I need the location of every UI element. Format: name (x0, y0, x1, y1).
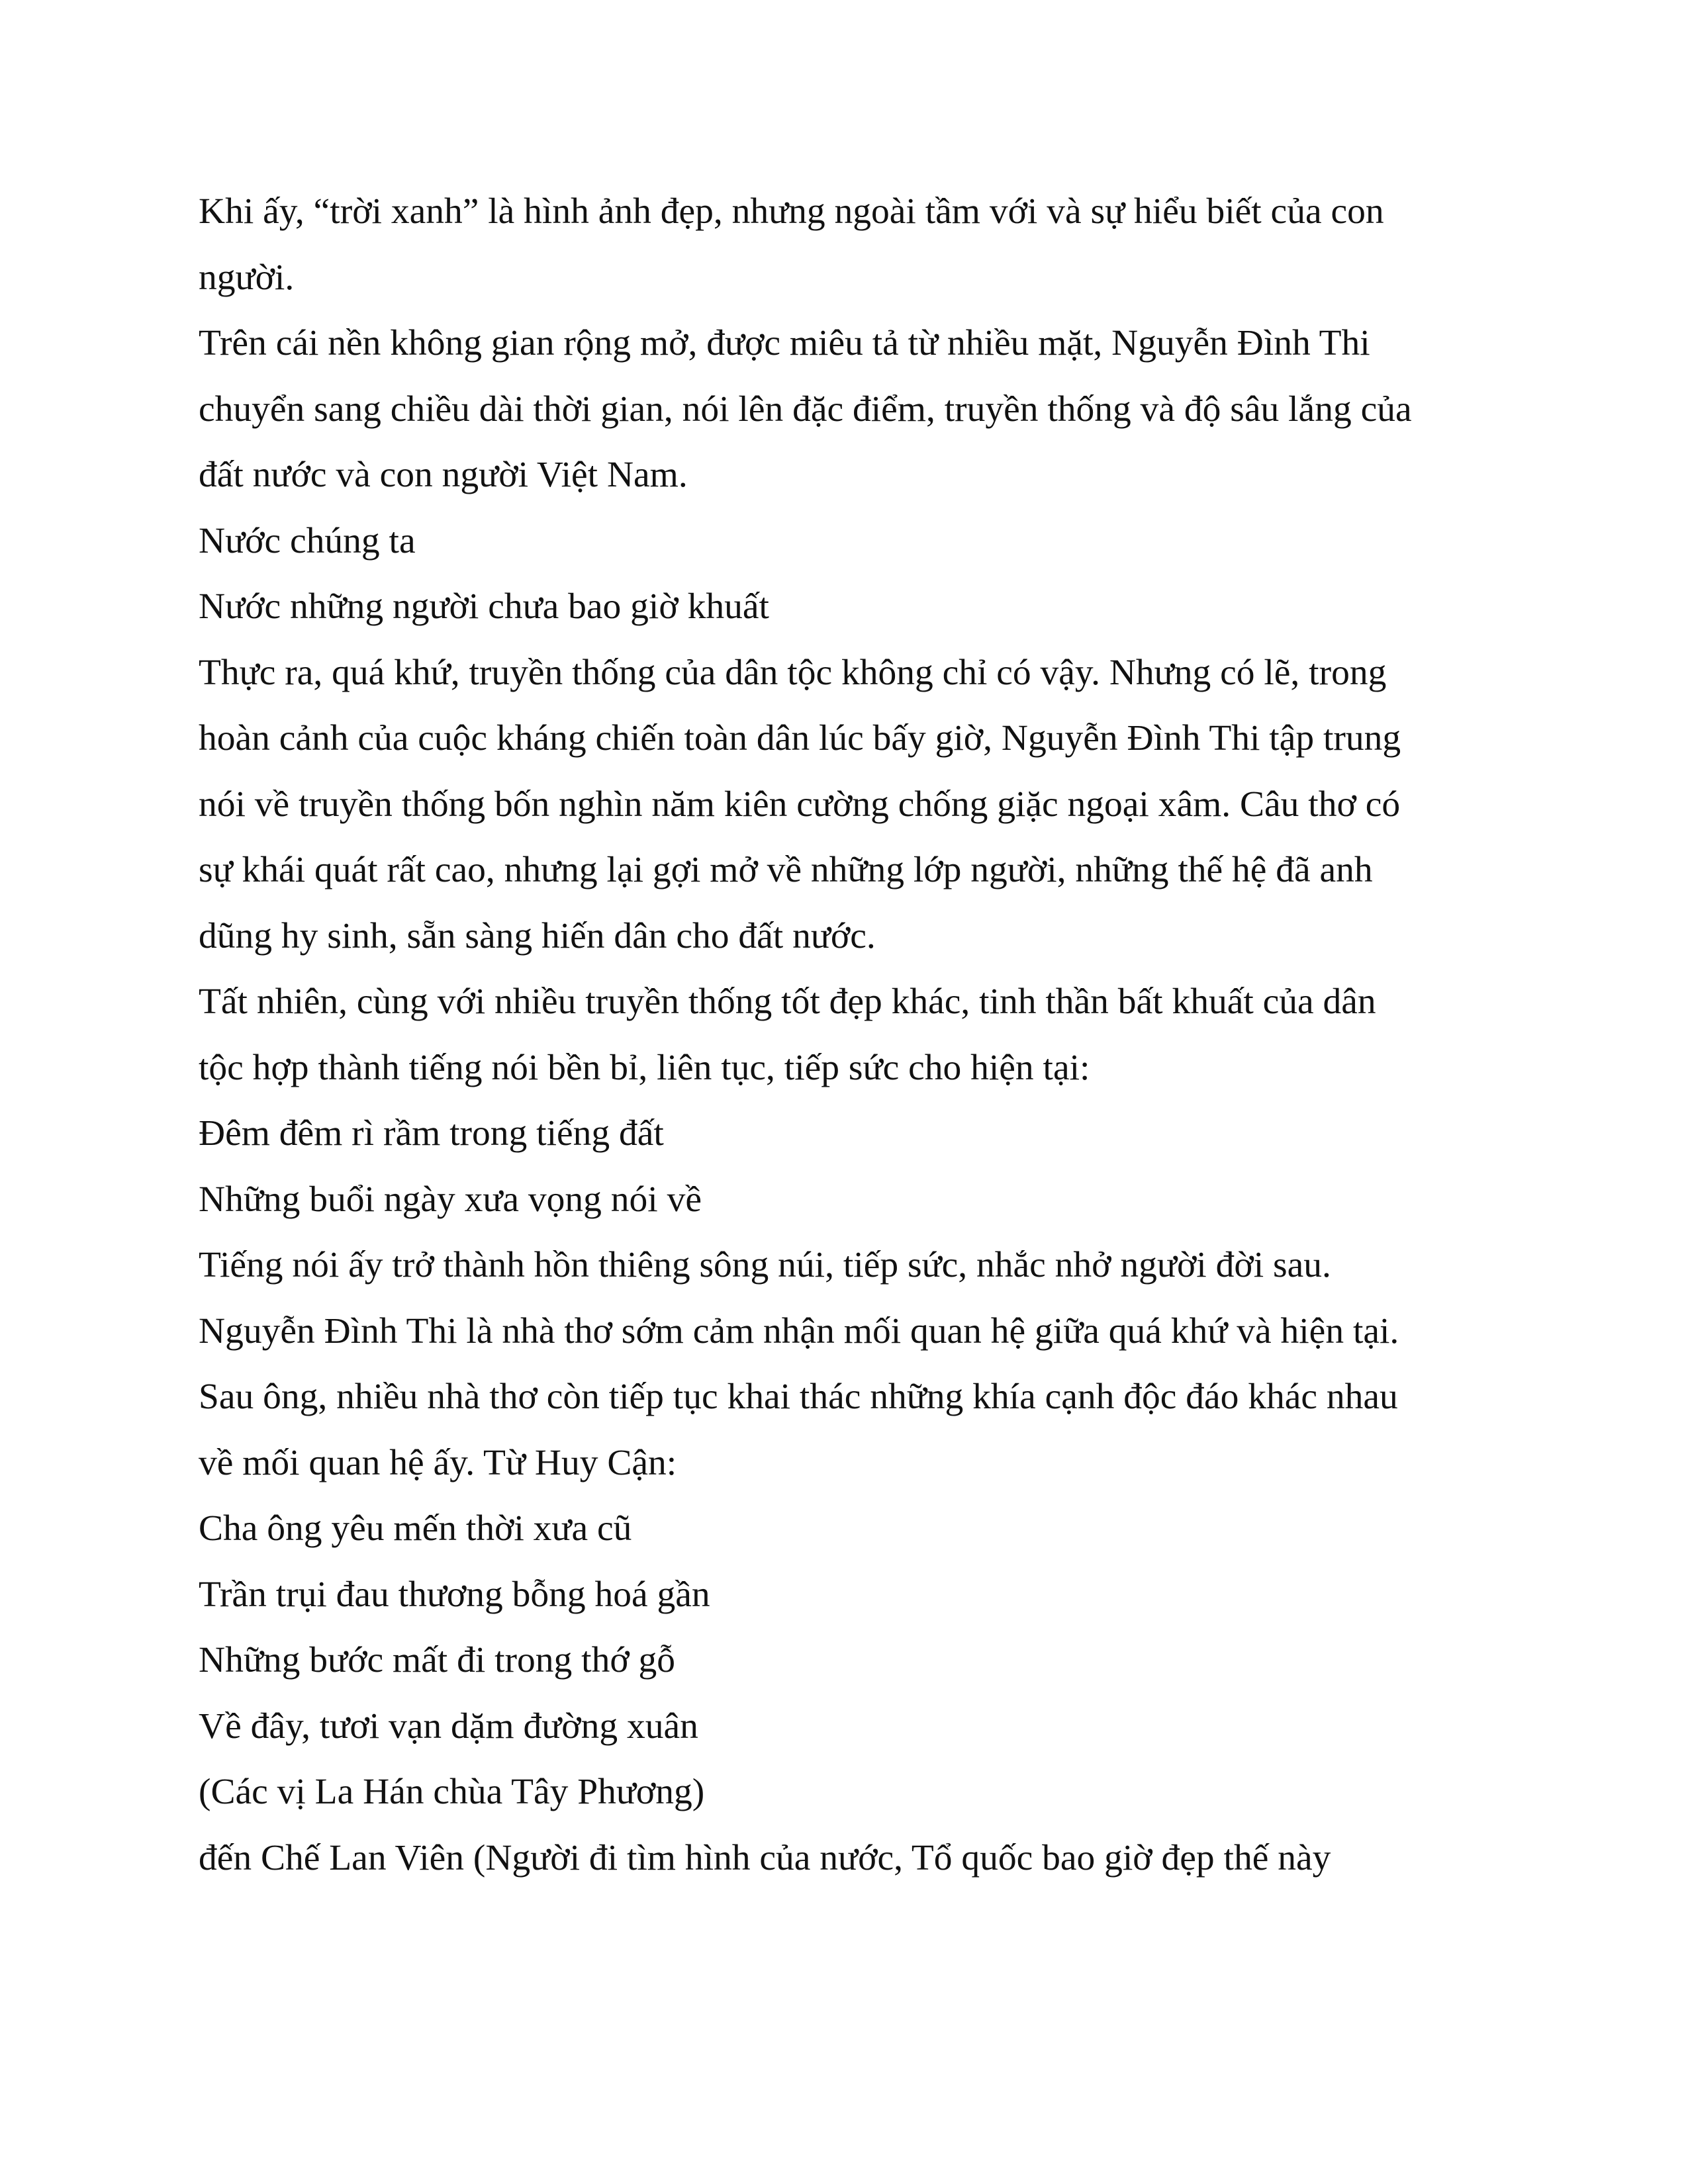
poem-source: (Các vị La Hán chùa Tây Phương) (199, 1772, 705, 1812)
text-line: Tiếng nói ấy trở thành hồn thiêng sông núi, tiếp sức, nhắc nhở người đời sau. (199, 1245, 1331, 1285)
text-line: Thực ra, quá khứ, truyền thống của dân tộc không chỉ có vậy. Nhưng có lẽ, trong (199, 652, 1387, 693)
poem-line: Nước những người chưa bao giờ khuất (199, 586, 769, 627)
text-line: hoàn cảnh của cuộc kháng chiến toàn dân lúc bấy giờ, Nguyễn Đình Thi tập trung (199, 718, 1401, 758)
poem-line: Nước chúng ta (199, 520, 416, 561)
poem-line: Đêm đêm rì rầm trong tiếng đất (199, 1113, 664, 1154)
text-line: tộc hợp thành tiếng nói bền bỉ, liên tục, tiếp sức cho hiện tại: (199, 1047, 1090, 1088)
text-line: về mối quan hệ ấy. Từ Huy Cận: (199, 1442, 677, 1483)
poem-line: Những bước mất đi trong thớ gỗ (199, 1640, 676, 1680)
text-line: đất nước và con người Việt Nam. (199, 455, 688, 495)
text-line: Trên cái nền không gian rộng mở, được miêu tả từ nhiều mặt, Nguyễn Đình Thi (199, 323, 1370, 363)
poem-line: Về đây, tươi vạn dặm đường xuân (199, 1706, 698, 1747)
poem-line: Cha ông yêu mến thời xưa cũ (199, 1508, 632, 1549)
text-line: Khi ấy, “trời xanh” là hình ảnh đẹp, nhưng ngoài tầm với và sự hiểu biết của con (199, 191, 1384, 232)
body-text (199, 179, 1496, 1891)
text-line: Nguyễn Đình Thi là nhà thơ sớm cảm nhận mối quan hệ giữa quá khứ và hiện tại. (199, 1310, 1399, 1351)
text-line: chuyển sang chiều dài thời gian, nói lên đặc điểm, truyền thống và độ sâu lắng của (199, 388, 1412, 430)
text-line: dũng hy sinh, sẵn sàng hiến dân cho đất nước. (199, 915, 876, 956)
text-line: Sau ông, nhiều nhà thơ còn tiếp tục khai thác những khía cạnh độc đáo khác nhau (199, 1377, 1398, 1417)
poem-line: Những buổi ngày xưa vọng nói về (199, 1179, 702, 1220)
text-line: sự khái quát rất cao, nhưng lại gợi mở về những lớp người, những thế hệ đã anh (199, 850, 1373, 890)
text-line: người. (199, 257, 295, 298)
poem-line: Trần trụi đau thương bỗng hoá gần (199, 1574, 710, 1615)
text-line: đến Chế Lan Viên (Người đi tìm hình của nước, Tổ quốc bao giờ đẹp thế này (199, 1837, 1331, 1878)
text-line: nói về truyền thống bốn nghìn năm kiên cường chống giặc ngoại xâm. Câu thơ có (199, 784, 1401, 825)
text-line: Tất nhiên, cùng với nhiều truyền thống tốt đẹp khác, tinh thần bất khuất của dân (199, 981, 1376, 1022)
